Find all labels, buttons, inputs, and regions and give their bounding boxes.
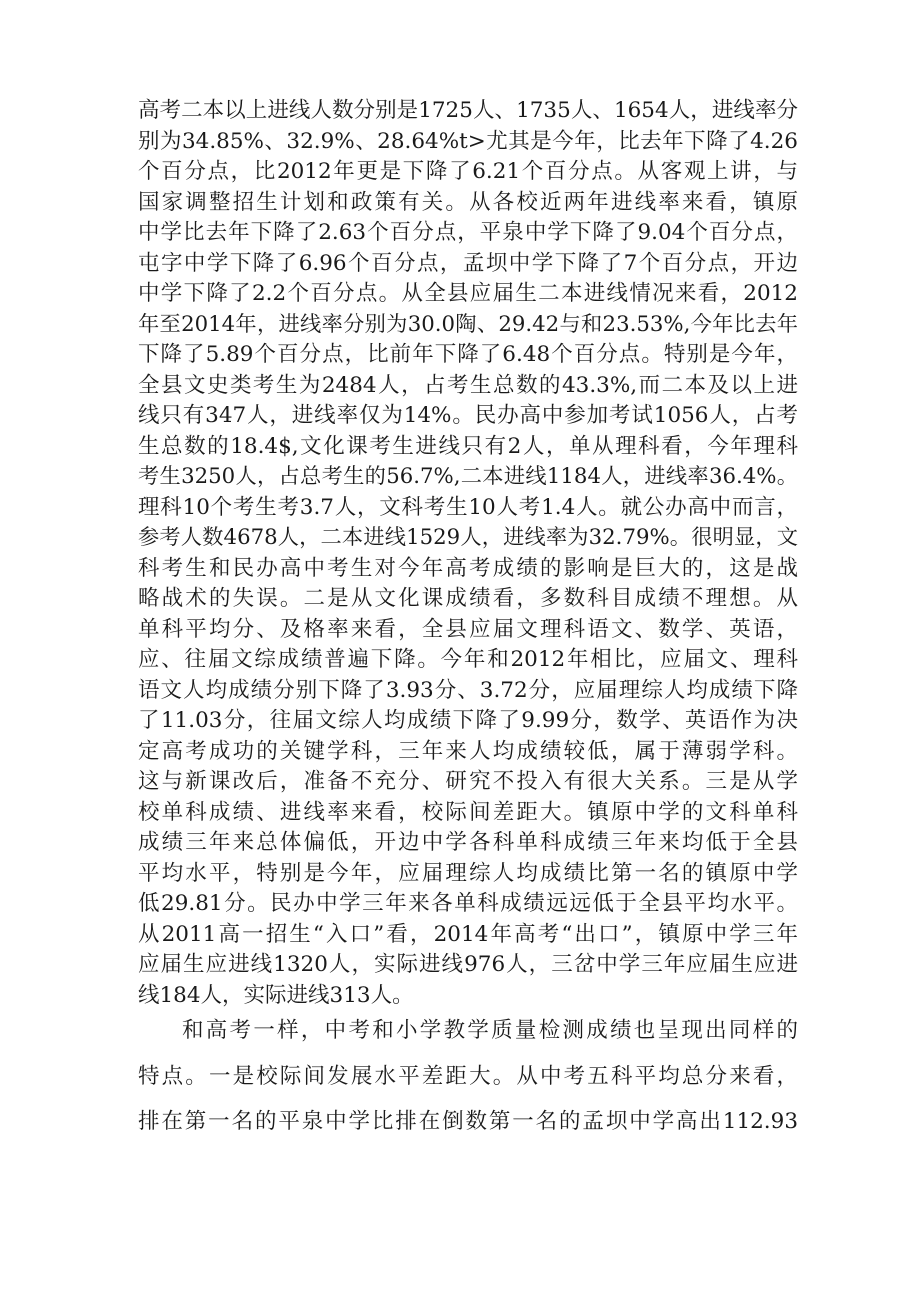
text-line: 年至2014年，进线率分别为30.0陶、29.42与和23.53%,今年比去年 [138,311,798,337]
text-line: 中学下降了2.2个百分点。从全县应届生二本进线情况来看，2012 [138,281,798,306]
text-line: 理科10个考生考3.7人，文科考生10人考1.4人。就公办高中而言， [138,494,798,520]
text-line: 国家调整招生计划和政策有关。从各校近两年进线率来看，镇原 [138,189,798,215]
text-line: 生总数的18.4$,文化课考生进线只有2人，单从理科看，今年理科 [138,433,798,459]
text-line: 从2011高一招生“入口”看，2014年高考“出口”，镇原中学三年 [138,921,798,947]
text-line: 校单科成绩、进线率来看，校际间差距大。镇原中学的文科单科 [138,799,798,825]
text-line: 参考人数4678人，二本进线1529人，进线率为32.79%。很明显，文 [138,525,798,550]
text-line: 下降了5.89个百分点，比前年下降了6.48个百分点。特别是今年， [138,342,798,367]
text-line: 略战术的失误。二是从文化课成绩看，多数科目成绩不理想。从 [138,586,798,611]
text-line: 单科平均分、及格率来看，全县应届文理科语文、数学、英语， [138,616,798,642]
text-line: 屯字中学下降了6.96个百分点，孟坝中学下降了7个百分点，开边 [138,250,798,276]
text-line: 应、往届文综成绩普遍下降。今年和2012年相比，应届文、理科 [138,647,798,672]
text-line: 科考生和民办高中考生对今年高考成绩的影响是巨大的，这是战 [138,555,798,581]
text-line: 这与新课改后，准备不充分、研究不投入有很大关系。三是从学 [138,769,798,794]
text-line: 全县文史类考生为2484人，占考生总数的43.3%,而二本及以上进 [138,372,798,398]
text-line: 语文人均成绩分别下降了3.93分、3.72分，应届理综人均成绩下降 [138,677,798,703]
text-line: 平均水平，特别是今年，应届理综人均成绩比第一名的镇原中学 [138,860,798,886]
text-line: 了11.03分，往届文综人均成绩下降了9.99分，数学、英语作为决 [138,708,798,733]
text-line: 排在第一名的平泉中学比排在倒数第一名的孟坝中学高出112.93 [138,1109,798,1134]
text-line: 定高考成功的关键学科，三年来人均成绩较低，属于薄弱学科。 [138,738,798,764]
text-line: 成绩三年来总体偏低，开边中学各科单科成绩三年来均低于全县 [138,830,798,855]
text-line: 中学比去年下降了2.63个百分点，平泉中学下降了9.04个百分点， [138,220,798,245]
text-line: 线只有347人，进线率仅为14%。民办高中参加考试1056人，占考 [138,403,798,428]
paragraph-1 [138,96,798,1011]
text-line: 特点。一是校际间发展水平差距大。从中考五科平均总分来看， [138,1063,798,1089]
text-line: 别为34.85%、32.9%、28.64%t>尤其是今年，比去年下降了4.26 [138,128,798,154]
text-line: 低29.81分。民办中学三年来各单科成绩远远低于全县平均水平。 [138,891,798,916]
text-line: 考生3250人，占总考生的56.7%,二本进线1184人，进线率36.4%。 [138,464,798,489]
text-line: 个百分点，比2012年更是下降了6.21个百分点。从客观上讲，与 [138,159,798,184]
text-line: 高考二本以上进线人数分别是1725人、1735人、1654人，进线率分 [138,98,798,123]
text-line: 应届生应进线1320人，实际进线976人，三岔中学三年应届生应进 [138,952,798,977]
paragraph-2 [138,1008,798,1145]
text-line: 线184人，实际进线313人。 [138,982,414,1008]
text-line: 和高考一样，中考和小学教学质量检测成绩也呈现出同样的 [182,1018,798,1043]
